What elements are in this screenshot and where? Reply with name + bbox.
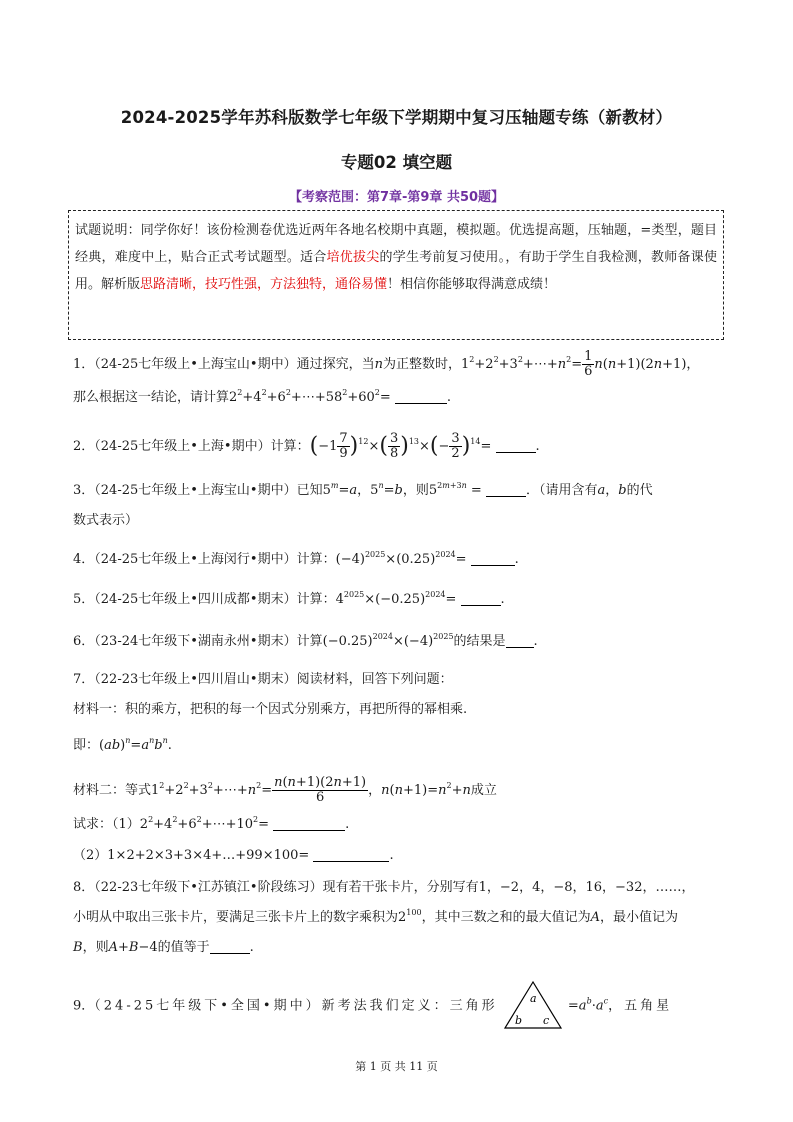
- question-7-material-2: 材料二：等式$1^2+2^2+3^2+\cdots+n^2=$ $\frac{n(n+1)(2n+1)}{6}$ ，$n(n+1)=n^2+n$成立: [73, 775, 497, 805]
- svg-text:b: b: [514, 1014, 522, 1027]
- exam-scope: 【考察范围：第7章-第9章 共50题】: [288, 190, 505, 205]
- answer-blank[interactable]: [210, 939, 250, 954]
- question-6: 6．（23-24七年级下•湖南永州•期末）计算$(-0.25)^{2024}\times(-4)^{2025}$的结果是 .: [73, 632, 538, 649]
- question-4: 4．（24-25七年级上•上海闵行•期中）计算：$(-4)^{2025}\times(0.25)^{2024}=$ .: [73, 550, 519, 567]
- answer-blank[interactable]: [461, 591, 501, 606]
- answer-blank[interactable]: [471, 551, 515, 566]
- document-subtitle: 专题02 填空题: [340, 153, 453, 172]
- question-3: 3．（24-25七年级上•上海宝山•期中）已知$5^m=a$，$5^n=b$，则$5^{2m+3n}$ = ．（请用含有a，b的代: [73, 481, 653, 498]
- question-8-line-3: B，则A+B−4的值等于 .: [73, 940, 254, 955]
- notice-text-1: 试题说明：同学你好！该份检测卷优选近两年各地名校期中真题，模拟题。优选提高题，压轴题，=类型，题目经典，难度中上，贴合正式考试题型。适合: [75, 223, 717, 265]
- triangle-diagram: [502, 980, 564, 1032]
- question-2: 2．（24-25七年级上•上海•期中）计算：(−1 $\frac{7}{9}$ )$^{12}$×( $\frac{3}{8}$ )$^{13}$×(− $\frac{3}{2}$ )$^{14}$= .: [73, 431, 540, 461]
- notice-highlight-1: 培优拔尖: [326, 250, 380, 265]
- question-9: 9．（24-25七年级下•全国•期中）新考法我们定义：三角形 a b c $=a^b\cdot a^c$，五角星: [73, 980, 728, 1036]
- question-7-part-1: 试求：$(1)2^2+4^2+6^2+\cdots+10^2=$ .: [73, 815, 350, 832]
- question-1: 1．（24-25七年级上•上海宝山•期中）通过探究，当n为正整数时，$1^2+2^2+3^2+\cdots+n^2=$ $\frac{1}{6}$ n(n+1)(2n+1)，: [73, 349, 700, 379]
- question-7-part-2: （2）1×2+2×3+3×4+…+99×100= .: [73, 848, 394, 863]
- question-8: 8．（22-23七年级下•江苏镇江•阶段练习）现有若干张卡片，分别写有1，−2，4，−8，16，−32，……，: [73, 880, 695, 895]
- question-1-line-2: 那么根据这一结论，请计算$2^2+4^2+6^2+\cdots+58^2+60^2=$ .: [73, 388, 452, 405]
- answer-blank[interactable]: [506, 633, 534, 648]
- notice-highlight-2: 思路清晰，技巧性强，方法独特，通俗易懂: [140, 277, 388, 292]
- svg-text:c: c: [542, 1014, 549, 1027]
- question-3-line-2: 数式表示）: [73, 513, 139, 528]
- answer-blank[interactable]: [496, 438, 536, 453]
- answer-blank[interactable]: [395, 389, 447, 404]
- triangle-icon: [502, 980, 564, 1032]
- question-7: 7．（22-23七年级上•四川眉山•期末）阅读材料，回答下列问题：: [73, 672, 453, 687]
- notice-text-2: 的学生考前复习使用。，有助于学生自我检测，教师备课使用。解析版: [75, 250, 717, 292]
- question-7-material-1: 材料一：积的乘方，把积的每一个因式分别乘方，再把所得的幂相乘.: [73, 702, 468, 717]
- test-instructions-box: [68, 210, 724, 340]
- notice-text-3: ！相信你能够取得满意成绩！: [387, 277, 557, 292]
- svg-text:a: a: [529, 992, 537, 1005]
- answer-blank[interactable]: [273, 816, 345, 831]
- question-8-line-2: 小明从中取出三张卡片，要满足三张卡片上的数字乘积为$2^{100}$，其中三数之和的最大值记为A，最小值记为: [73, 908, 678, 925]
- answer-blank[interactable]: [313, 847, 389, 862]
- page-footer: 第 1 页 共 11 页: [355, 1060, 438, 1073]
- document-title: 2024-2025学年苏科版数学七年级下学期期中复习压轴题专练（新教材）: [120, 108, 673, 127]
- question-7-formula-1: 即：$(ab)^n=a^nb^n$.: [73, 736, 172, 753]
- question-5: 5．（24-25七年级上•四川成都•期末）计算：$4^{2025}\times(-0.25)^{2024}=$ .: [73, 590, 505, 607]
- answer-blank[interactable]: [486, 482, 526, 497]
